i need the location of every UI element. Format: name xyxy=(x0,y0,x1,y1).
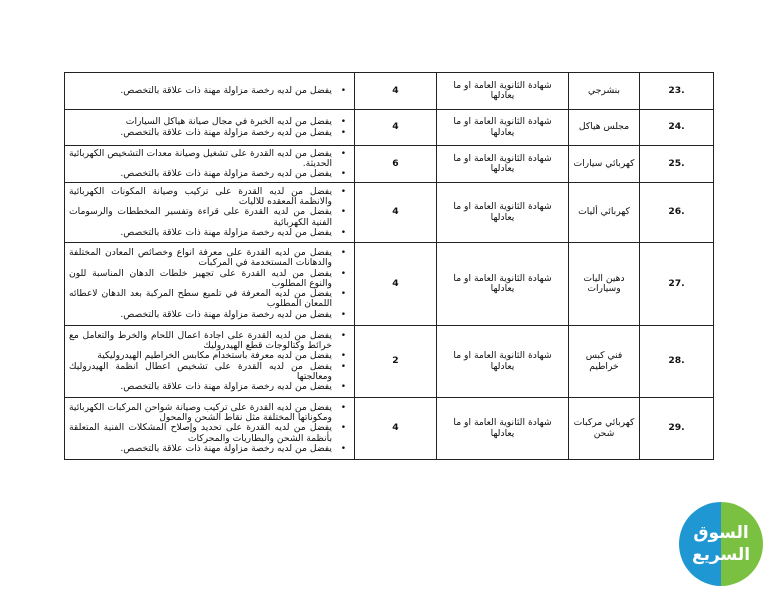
education-requirement: شهادة الثانوية العامة او ما يعادلها xyxy=(437,110,569,146)
note-item: • يفضل من لديه رخصة مزاولة مهنة ذات علاقة بالتخصص. xyxy=(69,310,332,320)
table-row xyxy=(65,183,714,243)
note-item: • يفضل من لديه القدرة على تشخيص اعطال انظمة الهيدروليك ومعالجتها xyxy=(69,362,332,382)
table-row xyxy=(65,110,714,146)
note-item: • يفضل من لديه رخصة مزاولة مهنة ذات علاقة بالتخصص. xyxy=(69,228,332,238)
job-title: دهين اليات وسيارات xyxy=(569,243,640,326)
job-title: كهربائي أليات xyxy=(569,183,640,243)
job-notes xyxy=(65,73,355,110)
job-notes xyxy=(65,326,355,398)
jobs-table xyxy=(64,72,714,460)
table-row xyxy=(65,146,714,183)
row-number: .28 xyxy=(640,326,714,398)
note-item: • يفضل من لديه رخصة مزاولة مهنة ذات علاقة بالتخصص. xyxy=(69,382,332,392)
row-number: .27 xyxy=(640,243,714,326)
education-requirement: شهادة الثانوية العامة او ما يعادلها xyxy=(437,398,569,460)
job-title: فني كبس خراطيم xyxy=(569,326,640,398)
logo-line-1: السوق xyxy=(693,523,749,543)
table-row xyxy=(65,243,714,326)
note-item: • يفضل من لديه معرفة باستخدام مكابس الخراطيم الهيدروليكية xyxy=(69,351,332,361)
note-item: • يفضل من لديه القدرة على تحديد وإصلاح المشكلات الفنية المتعلقة بأنظمة الشحن والبطاريات والمحركات xyxy=(69,423,332,443)
education-requirement: شهادة الثانوية العامة او ما يعادلها xyxy=(437,243,569,326)
table-row xyxy=(65,73,714,110)
vacancy-count: 4 xyxy=(355,73,437,110)
row-number: .23 xyxy=(640,73,714,110)
row-number: .29 xyxy=(640,398,714,460)
row-number: .25 xyxy=(640,146,714,183)
notes-list xyxy=(69,187,350,238)
vacancy-count: 4 xyxy=(355,183,437,243)
notes-list xyxy=(69,86,350,96)
job-notes xyxy=(65,146,355,183)
note-item: • يفضل من لديه القدرة على تجهيز خلطات الدهان المناسبة للون والنوع المطلوب xyxy=(69,269,332,289)
job-title: كهربائي مركبات شحن xyxy=(569,398,640,460)
note-item: • يفضل من لديه القدرة على اجادة اعمال اللحام والخرط والتعامل مع خرائط وكتالوجات قطع الهيدروليك xyxy=(69,331,332,351)
note-item: • يفضل من لديه القدرة على تركيب وصيانة شواحن المركبات الكهربائية ومكوناتها المختلفة مثل نقاط الشحن والمحول xyxy=(69,403,332,423)
note-item: • يفضل من لديه رخصة مزاولة مهنة ذات علاقة بالتخصص. xyxy=(69,128,332,138)
table-row xyxy=(65,398,714,460)
logo-line-2: السريع xyxy=(691,545,751,565)
education-requirement: شهادة الثانوية العامة او ما يعادلها xyxy=(437,73,569,110)
note-item: • يفضل من لديه القدرة على معرفة انواع وخصائص المعادن المختلفة والدهانات المستخدمة في المركبات xyxy=(69,248,332,268)
jobs-table-body xyxy=(65,73,714,460)
note-item: • يفضل من لديه المعرفة في تلميع سطح المركبة بعد الدهان لاعطائه اللمعان المطلوب xyxy=(69,289,332,309)
table-row xyxy=(65,326,714,398)
vacancy-count: 6 xyxy=(355,146,437,183)
notes-list xyxy=(69,403,350,454)
education-requirement: شهادة الثانوية العامة او ما يعادلها xyxy=(437,146,569,183)
vacancy-count: 4 xyxy=(355,398,437,460)
note-item: • يفضل من لديه القدرة على تركيب وصيانة المكونات الكهربائية والانظمة المعقده للاليات xyxy=(69,187,332,207)
row-number: .26 xyxy=(640,183,714,243)
note-item: • يفضل من لديه رخصة مزاولة مهنة ذات علاقة بالتخصص. xyxy=(69,169,332,179)
job-notes xyxy=(65,243,355,326)
job-notes xyxy=(65,398,355,460)
note-item: • يفضل من لديه القدرة على تشغيل وصيانة معدات التشخيص الكهربائية الحديثة. xyxy=(69,149,332,169)
job-title: كهربائي سيارات xyxy=(569,146,640,183)
job-title: مجلس هياكل xyxy=(569,110,640,146)
vacancy-count: 2 xyxy=(355,326,437,398)
site-logo xyxy=(679,502,763,586)
job-notes xyxy=(65,183,355,243)
note-item: • يفضل من لديه رخصة مزاولة مهنة ذات علاقة بالتخصص. xyxy=(69,444,332,454)
note-item: • يفضل من لديه الخبرة في مجال صيانة هياكل السيارات xyxy=(69,117,332,127)
note-item: • يفضل من لديه القدرة على قراءة وتفسير المخططات والرسومات الفنية الكهربائية xyxy=(69,207,332,227)
education-requirement: شهادة الثانوية العامة او ما يعادلها xyxy=(437,183,569,243)
notes-list xyxy=(69,149,350,180)
note-item: • يفضل من لديه رخصة مزاولة مهنة ذات علاقة بالتخصص. xyxy=(69,86,332,96)
row-number: .24 xyxy=(640,110,714,146)
job-notes xyxy=(65,110,355,146)
notes-list xyxy=(69,248,350,319)
education-requirement: شهادة الثانوية العامة او ما يعادلها xyxy=(437,326,569,398)
vacancy-count: 4 xyxy=(355,110,437,146)
vacancy-count: 4 xyxy=(355,243,437,326)
notes-list xyxy=(69,331,350,392)
notes-list xyxy=(69,117,350,137)
job-title: بنشرجي xyxy=(569,73,640,110)
